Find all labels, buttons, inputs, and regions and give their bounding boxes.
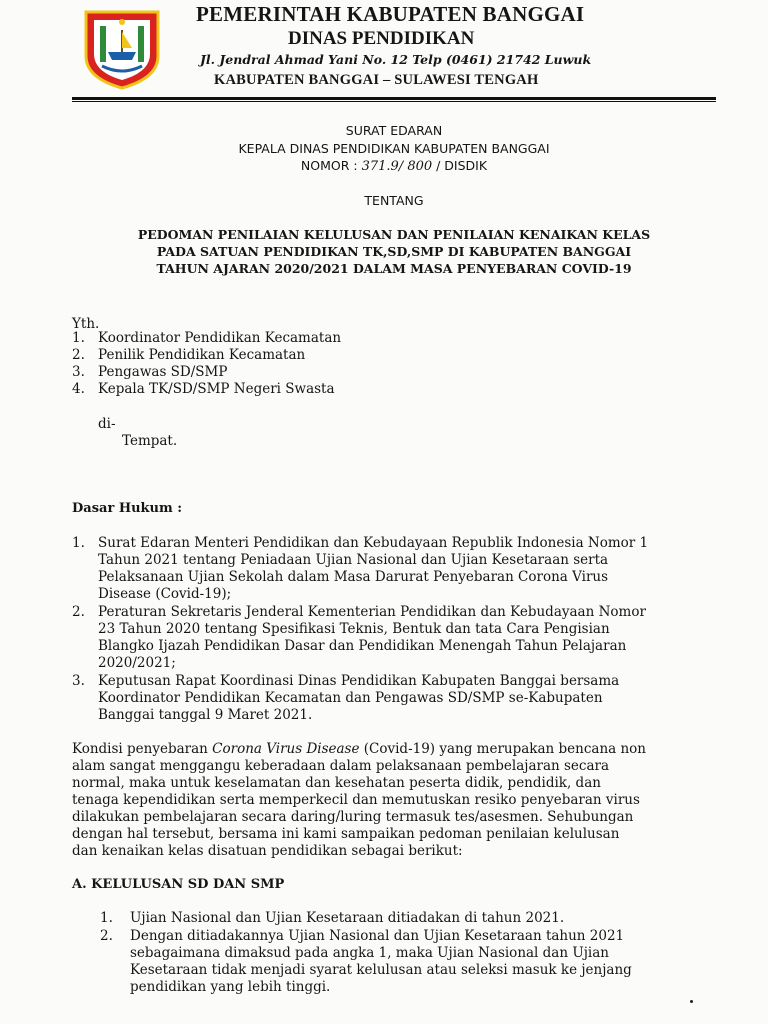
dasar-hukum-item <box>72 535 716 603</box>
item-number: 2. <box>100 928 113 944</box>
addressee-number: 4. <box>72 381 85 397</box>
addressee-text: Kepala TK/SD/SMP Negeri Swasta <box>98 381 335 397</box>
di-label: di- <box>98 416 116 432</box>
item-number: 3. <box>72 673 85 689</box>
item-line: Koordinator Pendidikan Kecamatan dan Pengawas SD/SMP se-Kabupaten <box>98 690 603 706</box>
addressee-number: 2. <box>72 347 85 363</box>
item-line: Disease (Covid-19); <box>98 586 232 602</box>
nomor-prefix: NOMOR : <box>300 158 358 173</box>
item-line: Dengan ditiadakannya Ujian Nasional dan Ujian Kesetaraan tahun 2021 <box>130 928 625 944</box>
kondisi-paragraph <box>72 741 722 860</box>
kondisi-line: normal, maka untuk keselamatan dan kesehatan peserta didik, pendidik, dan <box>72 775 601 791</box>
item-line: 23 Tahun 2020 tentang Spesifikasi Teknis, Bentuk dan tata Cara Pengisian <box>98 621 610 637</box>
item-number: 1. <box>100 910 113 926</box>
kondisi-line: dan kenaikan kelas disatuan pendidikan sebagai berikut: <box>72 843 463 859</box>
addressee-number: 1. <box>72 330 85 346</box>
item-line: sebagaimana dimaksud pada angka 1, maka Ujian Nasional dan Ujian <box>130 945 609 961</box>
document-issuer: KEPALA DINAS PENDIDIKAN KABUPATEN BANGGAI <box>238 141 550 156</box>
subject-line: PEDOMAN PENILAIAN KELULUSAN DAN PENILAIAN KENAIKAN KELAS <box>137 227 651 242</box>
item-line: Banggai tanggal 9 Maret 2021. <box>98 707 313 723</box>
item-line: Keputusan Rapat Koordinasi Dinas Pendidikan Kabupaten Banggai bersama <box>98 673 620 689</box>
item-line: Ujian Nasional dan Ujian Kesetaraan ditiadakan di tahun 2021. <box>130 910 565 926</box>
nomor-handwritten: 371.9/ 800 <box>361 159 433 174</box>
item-line: Tahun 2021 tentang Peniadaan Ujian Nasional dan Ujian Kesetaraan serta <box>98 552 609 568</box>
section-a-item <box>100 910 720 927</box>
item-number: 2. <box>72 604 85 620</box>
dasar-hukum-item <box>72 673 716 724</box>
letterhead-address: Jl. Jendral Ahmad Yani No. 12 Telp (0461) 21742 Luwuk <box>200 52 592 67</box>
letterhead-region: KABUPATEN BANGGAI – SULAWESI TENGAH <box>214 72 539 88</box>
tempat-label: Tempat. <box>122 433 178 449</box>
item-line: 2020/2021; <box>98 655 176 671</box>
letterhead-divider-thin <box>72 101 716 102</box>
item-line: Peraturan Sekretaris Jenderal Kementerian Pendidikan dan Kebudayaan Nomor <box>98 604 646 620</box>
item-line: Blangko Ijazah Pendidikan Dasar dan Pendidikan Menengah Tahun Pelajaran <box>98 638 627 654</box>
kondisi-text: Kondisi penyebaran <box>72 741 213 757</box>
kondisi-line: alam sangat menggangu keberadaan dalam pelaksanaan pembelajaran secara <box>72 758 610 774</box>
kondisi-text: (Covid-19) yang merupakan bencana non <box>359 741 647 757</box>
section-a-item <box>100 928 720 996</box>
document-title: SURAT EDARAN <box>345 123 443 138</box>
document-number <box>72 158 716 174</box>
item-line: pendidikan yang lebih tinggi. <box>130 979 331 995</box>
kondisi-italic: Corona Virus Disease <box>212 741 360 757</box>
item-line: Surat Edaran Menteri Pendidikan dan Kebudayaan Republik Indonesia Nomor 1 <box>98 535 649 551</box>
kondisi-line: tenaga kependidikan serta memperkecil dan memutuskan resiko penyebaran virus <box>72 792 640 808</box>
addressee-number: 3. <box>72 364 85 380</box>
letterhead-agency: DINAS PENDIDIKAN <box>288 28 475 49</box>
nomor-suffix: / DISDIK <box>436 158 488 173</box>
dasar-hukum-heading: Dasar Hukum : <box>72 501 183 516</box>
addressee-text: Penilik Pendidikan Kecamatan <box>98 347 306 363</box>
kondisi-line: dilakukan pembelajaran secara daring/luring termasuk tes/asesmen. Sehubungan <box>72 809 634 825</box>
addressee-text: Pengawas SD/SMP <box>98 364 228 380</box>
scan-speck <box>690 1000 693 1003</box>
item-number: 1. <box>72 535 85 551</box>
section-a-heading: A. KELULUSAN SD DAN SMP <box>72 877 285 892</box>
kondisi-line: dengan hal tersebut, bersama ini kami sampaikan pedoman penilaian kelulusan <box>72 826 620 842</box>
dasar-hukum-item <box>72 604 716 672</box>
subject-line: PADA SATUAN PENDIDIKAN TK,SD,SMP DI KABUPATEN BANGGAI <box>156 244 632 259</box>
item-line: Pelaksanaan Ujian Sekolah dalam Masa Darurat Penyebaran Corona Virus <box>98 569 609 585</box>
kabupaten-banggai-logo <box>78 6 166 90</box>
letterhead-government: PEMERINTAH KABUPATEN BANGGAI <box>196 2 585 26</box>
subject-line: TAHUN AJARAN 2020/2021 DALAM MASA PENYEBARAN COVID-19 <box>156 261 632 276</box>
kondisi-line <box>72 741 722 758</box>
tentang-label: TENTANG <box>364 193 424 208</box>
item-line: Kesetaraan tidak menjadi syarat kelulusan atau seleksi masuk ke jenjang <box>130 962 632 978</box>
yth-label: Yth. <box>72 316 100 332</box>
addressee-text: Koordinator Pendidikan Kecamatan <box>98 330 342 346</box>
letterhead-divider <box>72 97 716 100</box>
